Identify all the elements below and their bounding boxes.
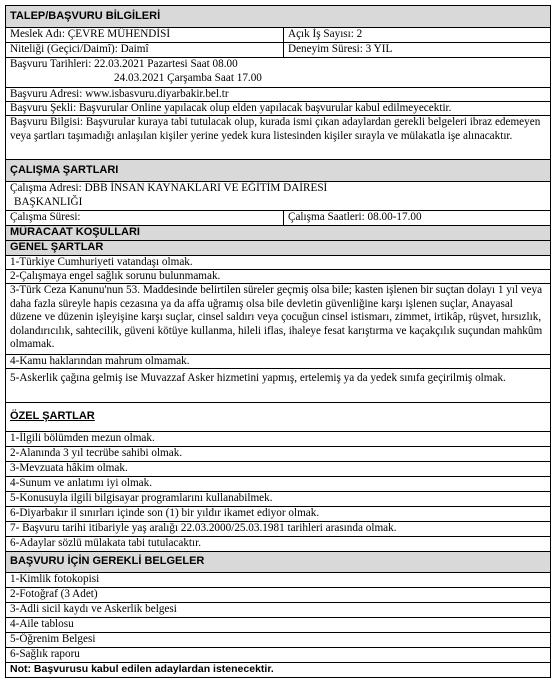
tarih-end: 24.03.2021 Çarşamba Saat 17.00 <box>114 71 262 84</box>
calisma-saatleri-cell: Çalışma Saatleri: 08.00-17.00 <box>288 211 422 223</box>
genel-item <box>6 256 550 270</box>
genel-item-text: 5-Askerlik çağına gelmiş ise Muvazzaf Asker hizmetini yapmış, ertelemiş ya da yedek sınıfa geçirilmiş olmak. <box>10 372 506 384</box>
genel-item-text: 3-Türk Ceza Kanunu'nun 53. Maddesinde belirtilen süreler geçmiş olsa bile; kasten işlenen bir suçtan dolayı 1 yıl veya daha fazla süreyle hapis cezasına ya da affa uğramış olsa bile devletin güvenliğine karşı işlenen suçlar, Anayasal düzene ve düzenin işleyişine karşı suçlar, cinsel saldırı veya çocuğun cinsel istismarı, zimmet, irtikâp, rüşvet, hırsızlık, dolandırıcılık, sahtecilik, güveni kötüye kullanma, hileli iflas, ihaleye fesat karıştırma ve kaçakçılık suçundan mahkûm olmamak. <box>10 284 543 351</box>
calisma-adresi-line1: Çalışma Adresi: DBB İNSAN KAYNAKLARI VE EĞİTİM DAİRESİ <box>10 182 328 194</box>
ozel-item-text: 4-Sunum ve anlatımı iyi olmak. <box>10 477 153 490</box>
basvuru-sekli-text: Başvuru Şekli: Başvurular Online yapılacak olup elden yapılacak başvurular kabul edilmeyecektir. <box>10 101 452 114</box>
meslek-cell: Meslek Adı: ÇEVRE MÜHENDİSİ <box>6 28 284 42</box>
basvuru-adresi <box>6 88 550 102</box>
belge-item-text: 5-Öğrenim Belgesi <box>10 633 96 646</box>
calisma-suresi-cell: Çalışma Süresi: <box>6 211 284 225</box>
calisma-adresi <box>6 182 550 211</box>
genel-item <box>6 284 550 355</box>
deneyim-cell: Deneyim Süresi: 3 YIL <box>288 43 393 55</box>
section-header-muracaat <box>6 226 550 241</box>
belge-item-text: 4-Aile tablosu <box>10 618 74 631</box>
subsection-header-ozel <box>6 403 550 432</box>
belge-item <box>6 588 550 603</box>
section-header-belgeler <box>6 552 550 573</box>
belge-item-text: 6-Sağlık raporu <box>10 648 80 661</box>
ozel-item-text: 3-Mevzuata hâkim olmak. <box>10 462 128 475</box>
belge-item-text: 2-Fotoğraf (3 Adet) <box>10 588 98 601</box>
ozel-item-text: 7- Başvuru tarihi itibariyle yaş aralığı 22.03.2000/25.03.1981 tarihleri arasında olmak. <box>10 522 397 535</box>
row-calisma-sure <box>6 211 550 226</box>
ozel-item <box>6 432 550 447</box>
ozel-item <box>6 462 550 477</box>
ozel-item-text: 1-İlgili bölümden mezun olmak. <box>10 432 155 445</box>
ozel-item <box>6 447 550 462</box>
ozel-item <box>6 507 550 522</box>
row-nitelik <box>6 43 550 58</box>
belge-item-text: 1-Kimlik fotokopisi <box>10 573 100 586</box>
section-title: ÇALIŞMA ŞARTLARI <box>10 163 119 176</box>
basvuru-tarihleri <box>6 58 550 88</box>
genel-item <box>6 270 550 284</box>
ozel-item-text: 5-Konusuyla ilgili bilgisayar programlarını kullanabilmek. <box>10 492 273 505</box>
genel-item-text: 1-Türkiye Cumhuriyeti vatandaşı olmak. <box>10 255 193 268</box>
nitelik-cell: Niteliği (Geçici/Daimî): Daimî <box>6 43 284 57</box>
belge-item <box>6 573 550 588</box>
ozel-item-text: 6-Diyarbakır il sınırları içinde son (1) bir yıldır ikamet ediyor olmak. <box>10 507 320 520</box>
ozel-item <box>6 492 550 507</box>
belge-note-text: Not: Başvurusu kabul edilen adaylardan istenecektir. <box>10 663 274 676</box>
ozel-item-text: 6-Adaylar sözlü mülakata tabi tutulacaktır. <box>10 537 202 550</box>
basvuru-bilgisi <box>6 116 550 160</box>
calisma-adresi-line2: BAŞKANLIĞI <box>14 195 83 208</box>
genel-item-text: 4-Kamu haklarından mahrum olmamak. <box>10 354 190 367</box>
subsection-title: ÖZEL ŞARTLAR <box>10 410 95 423</box>
ozel-item <box>6 522 550 537</box>
section-title: BAŞVURU İÇİN GEREKLİ BELGELER <box>10 555 205 568</box>
ozel-item <box>6 537 550 552</box>
basvuru-bilgisi-text: Başvuru Bilgisi: Başvurular kuraya tabi tutulacak olup, kurada ismi çıkan adaylardan gerekli belgeleri ibraz edemeyen veya şartları taşımadığı anlaşılan kişiler yerine yedek kura listesinden kişiler sırayla ve mülakatla işe alınacaktır. <box>10 116 541 142</box>
ozel-item <box>6 477 550 492</box>
belge-item <box>6 603 550 618</box>
acik-is-cell: Açık İş Sayısı: 2 <box>288 28 363 40</box>
basvuru-sekli <box>6 102 550 116</box>
section-header-calisma <box>6 160 550 182</box>
basvuru-adresi-text: Başvuru Adresi: www.isbasvuru.diyarbakir.bel.tr <box>10 87 229 100</box>
genel-item <box>6 355 550 369</box>
subsection-title: GENEL ŞARTLAR <box>10 241 104 254</box>
ozel-item-text: 2-Alanında 3 yıl tecrübe sahibi olmak. <box>10 447 183 460</box>
job-posting-document <box>5 5 551 678</box>
section-title: TALEP/BAŞVURU BİLGİLERİ <box>10 9 161 22</box>
section-title: MÜRACAAT KOŞULLARI <box>10 226 140 239</box>
belge-item <box>6 633 550 648</box>
belge-note <box>6 663 550 677</box>
genel-item-text: 2-Çalışmaya engel sağlık sorunu bulunmamak. <box>10 269 221 282</box>
tarih-start: Başvuru Tarihleri: 22.03.2021 Pazartesi Saat 08.00 <box>10 58 238 70</box>
genel-item <box>6 369 550 403</box>
section-header-talep <box>6 6 550 28</box>
belge-item-text: 3-Adli sicil kaydı ve Askerlik belgesi <box>10 603 177 616</box>
belge-item <box>6 648 550 663</box>
subsection-header-genel <box>6 241 550 256</box>
row-meslek <box>6 28 550 43</box>
belge-item <box>6 618 550 633</box>
